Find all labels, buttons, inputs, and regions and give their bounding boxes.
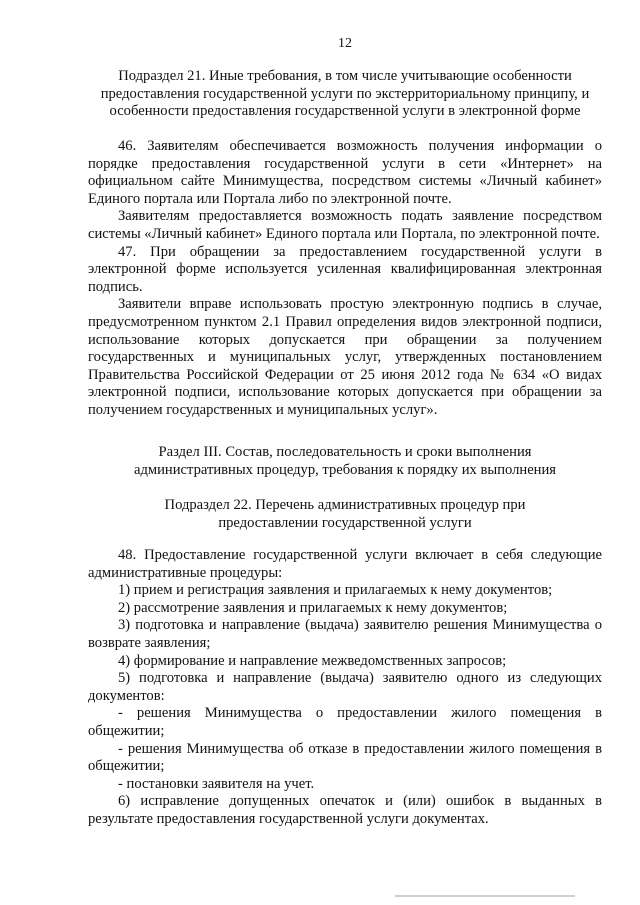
section-3-heading (88, 444, 602, 479)
procedure-item: 5) подготовка и направление (выдача) заявителю одного из следующих документов: (88, 670, 602, 704)
procedure-subitem: - решения Минимущества об отказе в предоставлении жилого помещения в общежитии; (88, 740, 602, 775)
subsection-22-body (88, 547, 602, 829)
procedure-item: 3) подготовка и направление (выдача) заявителю решения Минимущества о возврате заявления; (88, 617, 602, 651)
procedure-item: 2) рассмотрение заявления и прилагаемых к нему документов; (118, 599, 508, 616)
paragraph-46: 46. Заявителям обеспечивается возможность получения информации о порядке предоставления государственной услуги в сети «Интернет» на официальном сайте Минимущества, посредством системы «Личный кабинет» Единого портала или Портала либо по электронной почте. (88, 138, 602, 207)
procedure-item: 6) исправление допущенных опечаток и (или) ошибок в выданных в результате предоставления государственной услуги документах. (88, 793, 602, 827)
procedure-subitem: - решения Минимущества о предоставлении жилого помещения в общежитии; (88, 705, 602, 739)
subsection-22-heading (88, 497, 602, 532)
subsection-21-body (88, 138, 602, 420)
paragraph-48: 48. Предоставление государственной услуги включает в себя следующие административные процедуры: (88, 547, 602, 581)
subsection-21-title-line-3: особенности предоставления государственной услуги в электронной форме (109, 103, 581, 120)
procedure-item: 1) прием и регистрация заявления и прилагаемых к нему документов; (118, 582, 553, 599)
subsection-21-title-line-1: Подраздел 21. Иные требования, в том числе учитывающие особенности (118, 68, 572, 84)
subsection-21-title-line-2: предоставления государственной услуги по экстерриториальному принципу, и (100, 85, 590, 102)
section-3-title-line-1: Раздел III. Состав, последовательность и сроки выполнения (158, 444, 532, 460)
paragraph-47-simple-signature: Заявители вправе использовать простую электронную подпись в случае, предусмотренном пунктом 2.1 Правил определения видов электронной подписи, использование которых допускается при обращении за получением государственных и муниципальных услуг, утвержденных постановлением Правительства Российской Федерации от 25 июня 2012 года № 634 «О видах электронной подписи, использование которых допускается при обращении за получением государственных и муниципальных услуг». (88, 296, 602, 418)
section-3-title-line-2: административных процедур, требования к порядку их выполнения (133, 461, 557, 478)
procedure-item: 4) формирование и направление межведомственных запросов; (118, 652, 507, 669)
page-edge-mark (395, 895, 575, 897)
paragraph-46-electronic-submission: Заявителям предоставляется возможность подать заявление посредством системы «Личный кабинет» Единого портала или Портала, по электронной почте. (88, 208, 602, 242)
subsection-21-heading (88, 68, 602, 121)
subsection-22-title-line-2: предоставлении государственной услуги (218, 514, 472, 531)
procedure-subitem: - постановки заявителя на учет. (118, 775, 315, 792)
paragraph-47: 47. При обращении за предоставлением государственной услуги в электронной форме используется усиленная квалифицированная электронная подпись. (88, 243, 602, 295)
subsection-22-title-line-1: Подраздел 22. Перечень административных процедур при (164, 497, 526, 513)
page-number: 12 (338, 36, 352, 51)
